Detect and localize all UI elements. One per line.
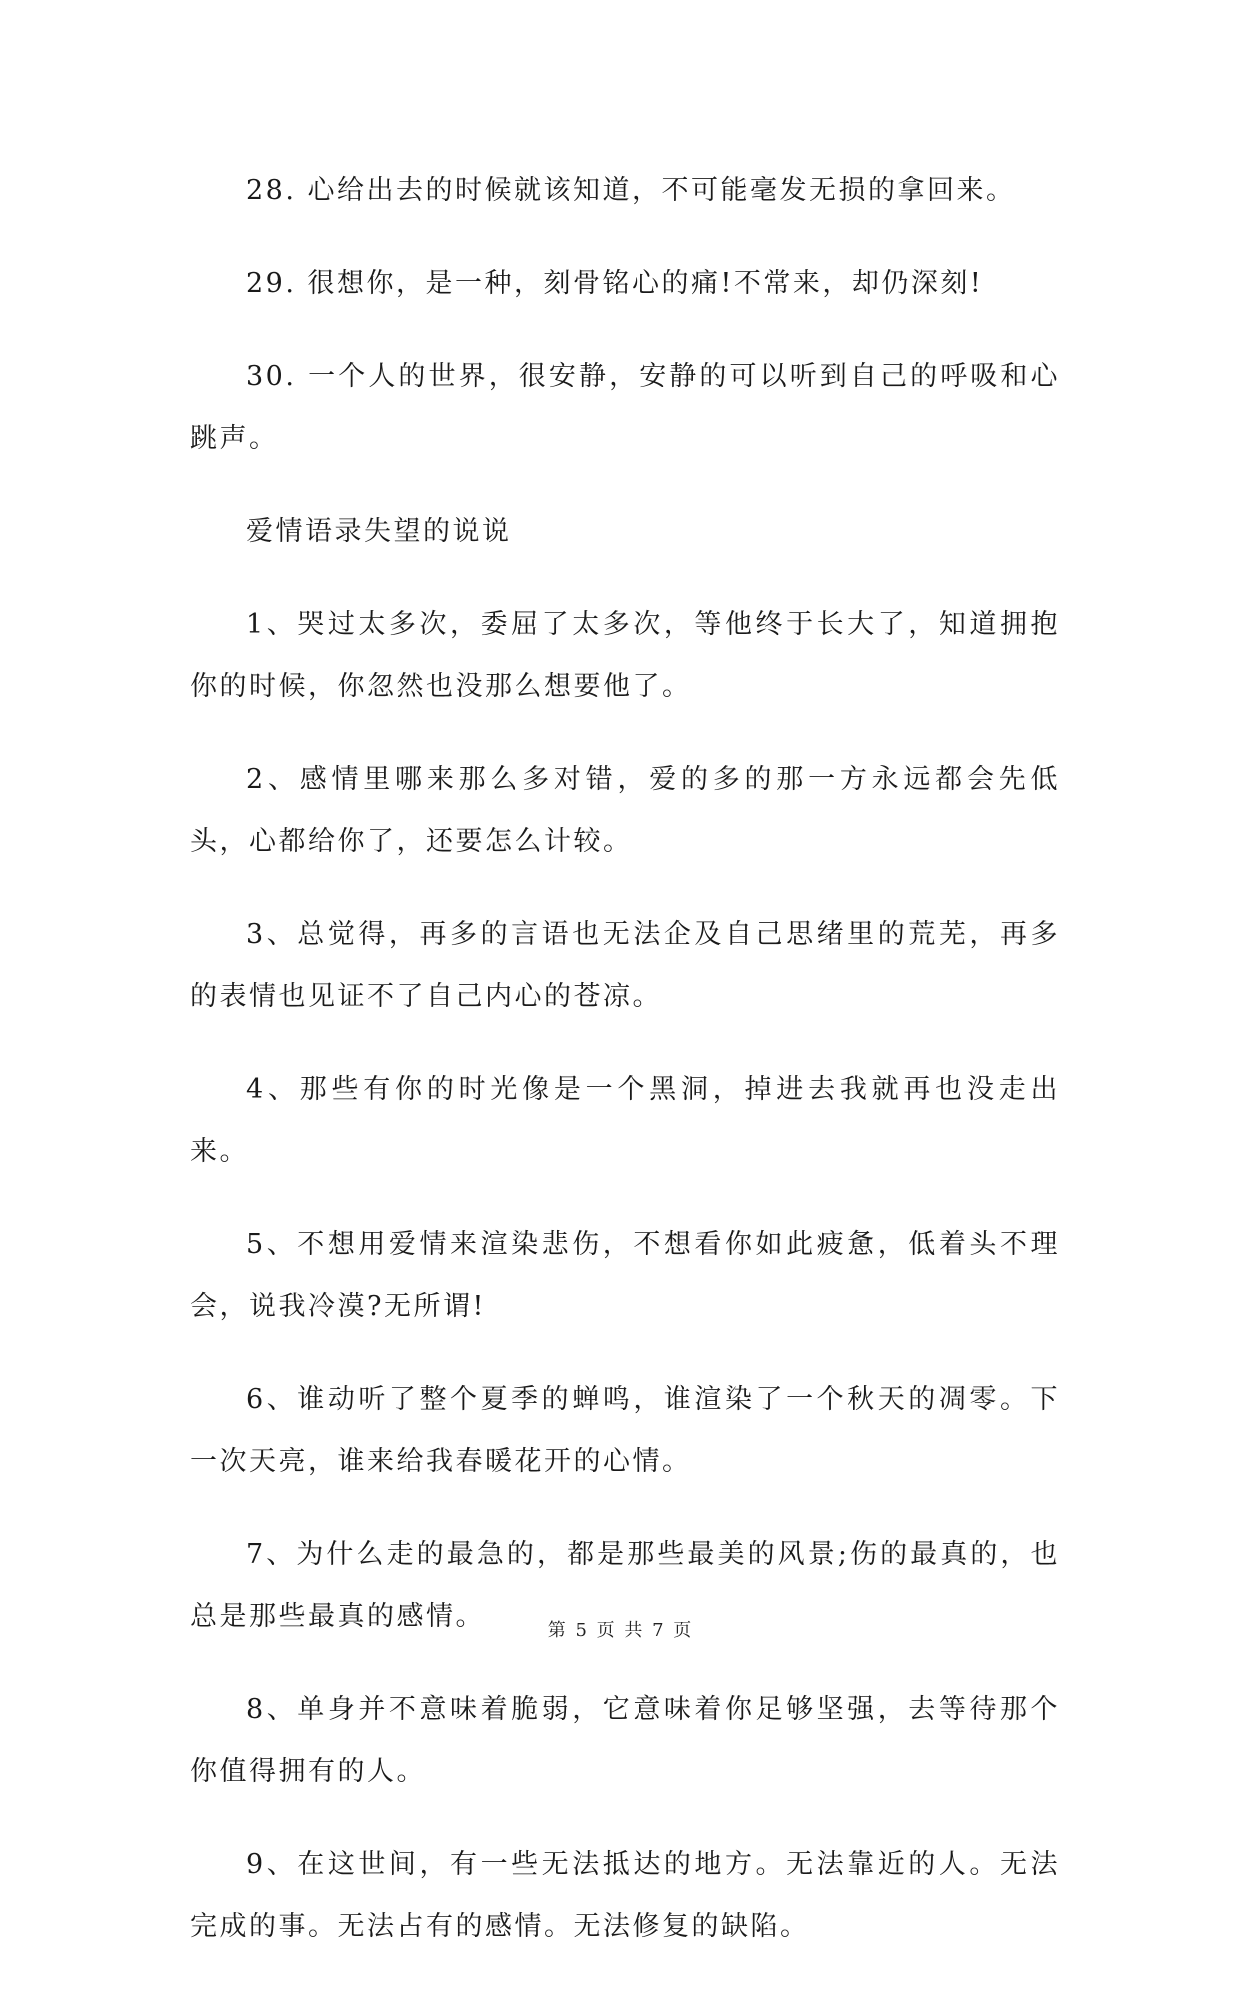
paragraph-2: 2、感情里哪来那么多对错，爱的多的那一方永远都会先低头，心都给你了，还要怎么计较。: [190, 764, 1060, 857]
paragraph-7: 7、为什么走的最急的，都是那些最美的风景;伤的最真的，也总是那些最真的感情。: [190, 1539, 1060, 1632]
paragraph-29: 29. 很想你，是一种，刻骨铭心的痛!不常来，却仍深刻!: [246, 268, 984, 299]
paragraph-4: 4、那些有你的时光像是一个黑洞，掉进去我就再也没走出来。: [190, 1074, 1060, 1167]
paragraph-30: 30. 一个人的世界，很安静，安静的可以听到自己的呼吸和心跳声。: [190, 361, 1060, 454]
paragraph-5: 5、不想用爱情来渲染悲伤，不想看你如此疲惫，低着头不理会，说我冷漠?无所谓!: [190, 1229, 1060, 1322]
paragraph-9: 9、在这世间，有一些无法抵达的地方。无法靠近的人。无法完成的事。无法占有的感情。无法修复的缺陷。: [190, 1849, 1060, 1942]
paragraph-6: 6、谁动听了整个夏季的蝉鸣，谁渲染了一个秋天的凋零。下一次天亮，谁来给我春暖花开的心情。: [190, 1384, 1060, 1477]
paragraph-3: 3、总觉得，再多的言语也无法企及自己思绪里的荒芜，再多的表情也见证不了自己内心的苍凉。: [190, 919, 1060, 1012]
page-number-footer: 第 5 页 共 7 页: [547, 1620, 694, 1641]
paragraph-28: 28. 心给出去的时候就该知道，不可能毫发无损的拿回来。: [246, 175, 1016, 206]
document-body: [190, 160, 1060, 1989]
paragraph-1: 1、哭过太多次，委屈了太多次，等他终于长大了，知道拥抱你的时候，你忽然也没那么想要他了。: [190, 609, 1060, 702]
paragraph-8: 8、单身并不意味着脆弱，它意味着你足够坚强，去等待那个你值得拥有的人。: [190, 1694, 1060, 1787]
section-heading: 爱情语录失望的说说: [246, 516, 512, 547]
